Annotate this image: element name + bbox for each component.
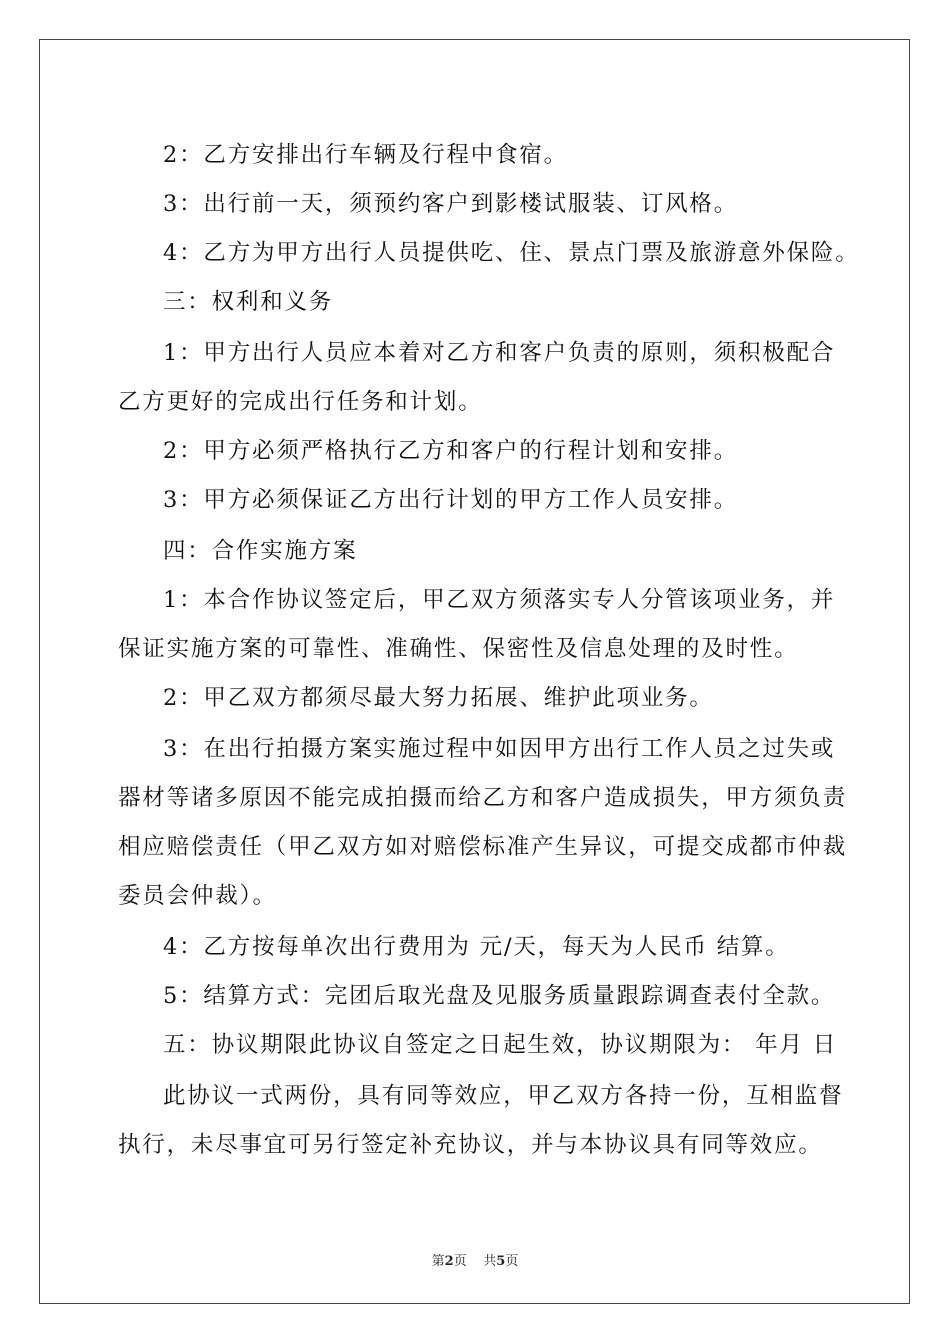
page-number: 2: [444, 1254, 454, 1269]
paragraph-line: 器材等诸多原因不能完成拍摄而给乙方和客户造成损失，甲方须负责: [118, 785, 848, 811]
page-prefix: 第: [431, 1254, 445, 1269]
paragraph-line: 3：在出行拍摄方案实施过程中如因甲方出行工作人员之过失或: [163, 736, 836, 762]
paragraph-line: 4：乙方按每单次出行费用为 元/天，每天为人民币 结算。: [163, 934, 790, 960]
paragraph-line: 执行，未尽事宜可另行签定补充协议，并与本协议具有同等效应。: [118, 1132, 823, 1158]
paragraph-line: 2：乙方安排出行车辆及行程中食宿。: [163, 142, 568, 168]
paragraph-line: 4：乙方为甲方出行人员提供吃、住、景点门票及旅游意外保险。: [163, 240, 860, 266]
page-footer: [0, 1250, 950, 1269]
section-heading: 四：合作实施方案: [163, 538, 358, 564]
paragraph-line: 此协议一式两份，具有同等效应，甲乙双方各持一份，互相监督: [163, 1083, 844, 1109]
paragraph-line: 2：甲方必须严格执行乙方和客户的行程计划和安排。: [163, 438, 739, 464]
paragraph-line: 5：结算方式：完团后取光盘及见服务质量跟踪调查表付全款。: [163, 983, 836, 1009]
total-pages: 5: [496, 1254, 506, 1269]
total-prefix: 共: [483, 1254, 497, 1269]
paragraph-line: 委员会仲裁）。: [118, 883, 277, 909]
paragraph-line: 乙方更好的完成出行任务和计划。: [118, 389, 483, 415]
page-border: [39, 39, 910, 1304]
paragraph-line: 相应赔偿责任（甲乙双方如对赔偿标准产生异议，可提交成都市仲裁: [118, 834, 848, 860]
paragraph-line: 3：出行前一天，须预约客户到影楼试服装、订风格。: [163, 191, 739, 217]
paragraph-line: 1：甲方出行人员应本着对乙方和客户负责的原则，须积极配合: [163, 340, 836, 366]
paragraph-line: 3：甲方必须保证乙方出行计划的甲方工作人员安排。: [163, 487, 739, 513]
total-suffix: 页: [505, 1254, 519, 1269]
section-heading: 三：权利和义务: [163, 289, 334, 315]
paragraph-line: 五：协议期限此协议自签定之日起生效，协议期限为： 年月 日: [163, 1032, 838, 1058]
paragraph-line: 2：甲乙双方都须尽最大努力拓展、维护此项业务。: [163, 685, 714, 711]
page-suffix: 页: [453, 1254, 467, 1269]
paragraph-line: 1：本合作协议签定后，甲乙双方须落实专人分管该项业务，并: [163, 587, 836, 613]
paragraph-line: 保证实施方案的可靠性、准确性、保密性及信息处理的及时性。: [118, 636, 799, 662]
